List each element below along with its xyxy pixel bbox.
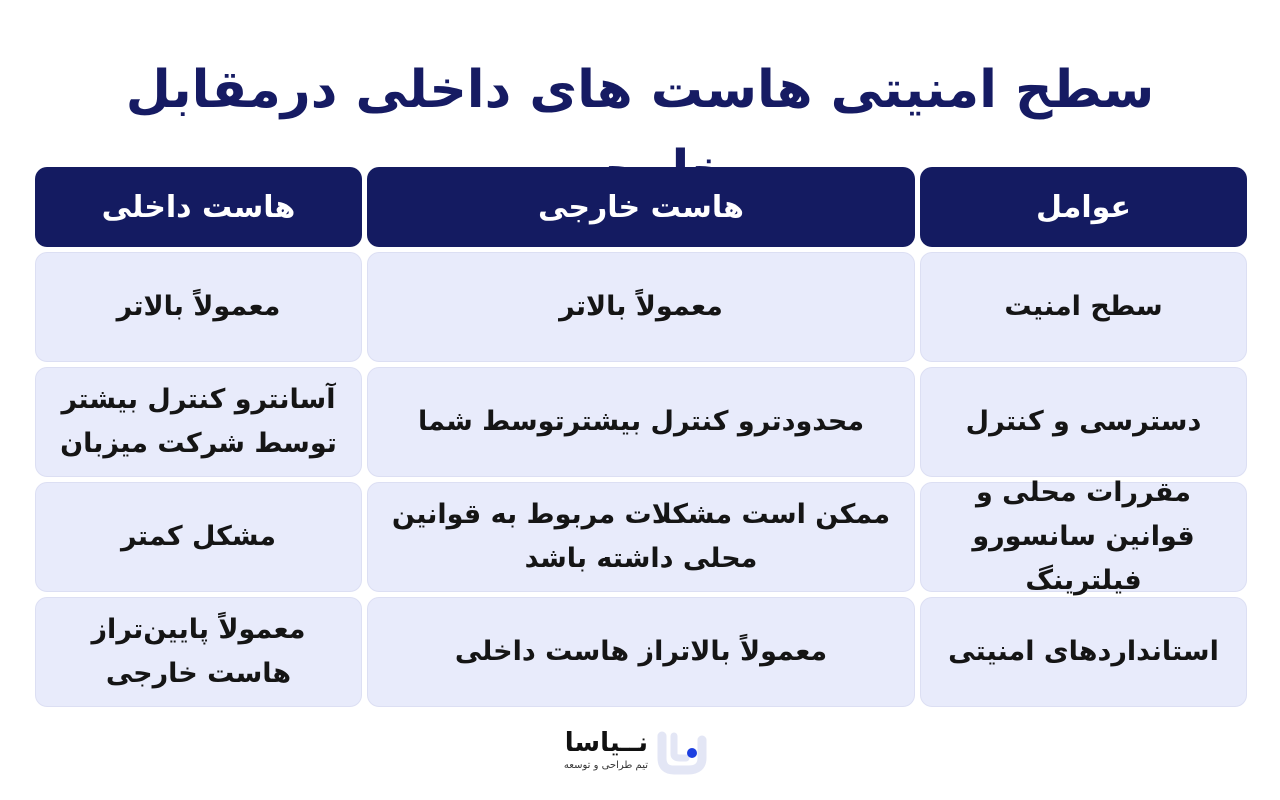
- brand-tagline: تیم طراحی و توسعه: [563, 760, 648, 771]
- brand-logo: [560, 720, 720, 780]
- row-security-standards-factor: استانداردهای امنیتی: [920, 597, 1247, 707]
- page-title: سطح امنیتی هاست های داخلی درمقابل: [125, 60, 1155, 120]
- row-security-standards-domestic: معمولاً پایین‌تراز هاست خارجی: [35, 597, 362, 707]
- row-regulations-domestic: مشکل کمتر: [35, 482, 362, 592]
- row-security-level-foreign: معمولاً بالاتر: [367, 252, 915, 362]
- row-access-control-domestic: آسانترو کنترل بیشتر توسط شرکت میزبان: [35, 367, 362, 477]
- row-regulations-foreign: ممکن است مشکلات مربوط به قوانین محلی داشته باشد: [367, 482, 915, 592]
- row-access-control-foreign: محدودترو کنترل بیشترتوسط شما: [367, 367, 915, 477]
- header-foreign-host: هاست خارجی: [367, 167, 915, 247]
- comparison-table: [35, 167, 1247, 707]
- row-access-control-factor: دسترسی و کنترل: [920, 367, 1247, 477]
- header-domestic-host: هاست داخلی: [35, 167, 362, 247]
- row-security-level-domestic: معمولاً بالاتر: [35, 252, 362, 362]
- niyasa-logo-icon: [654, 724, 714, 780]
- row-regulations-factor: مقررات محلی و قوانین سانسورو فیلترینگ: [920, 482, 1247, 592]
- brand-name: نــیاسا: [564, 728, 648, 758]
- header-factors: عوامل: [920, 167, 1247, 247]
- row-security-standards-foreign: معمولاً بالاتراز هاست داخلی: [367, 597, 915, 707]
- row-security-level-factor: سطح امنیت: [920, 252, 1247, 362]
